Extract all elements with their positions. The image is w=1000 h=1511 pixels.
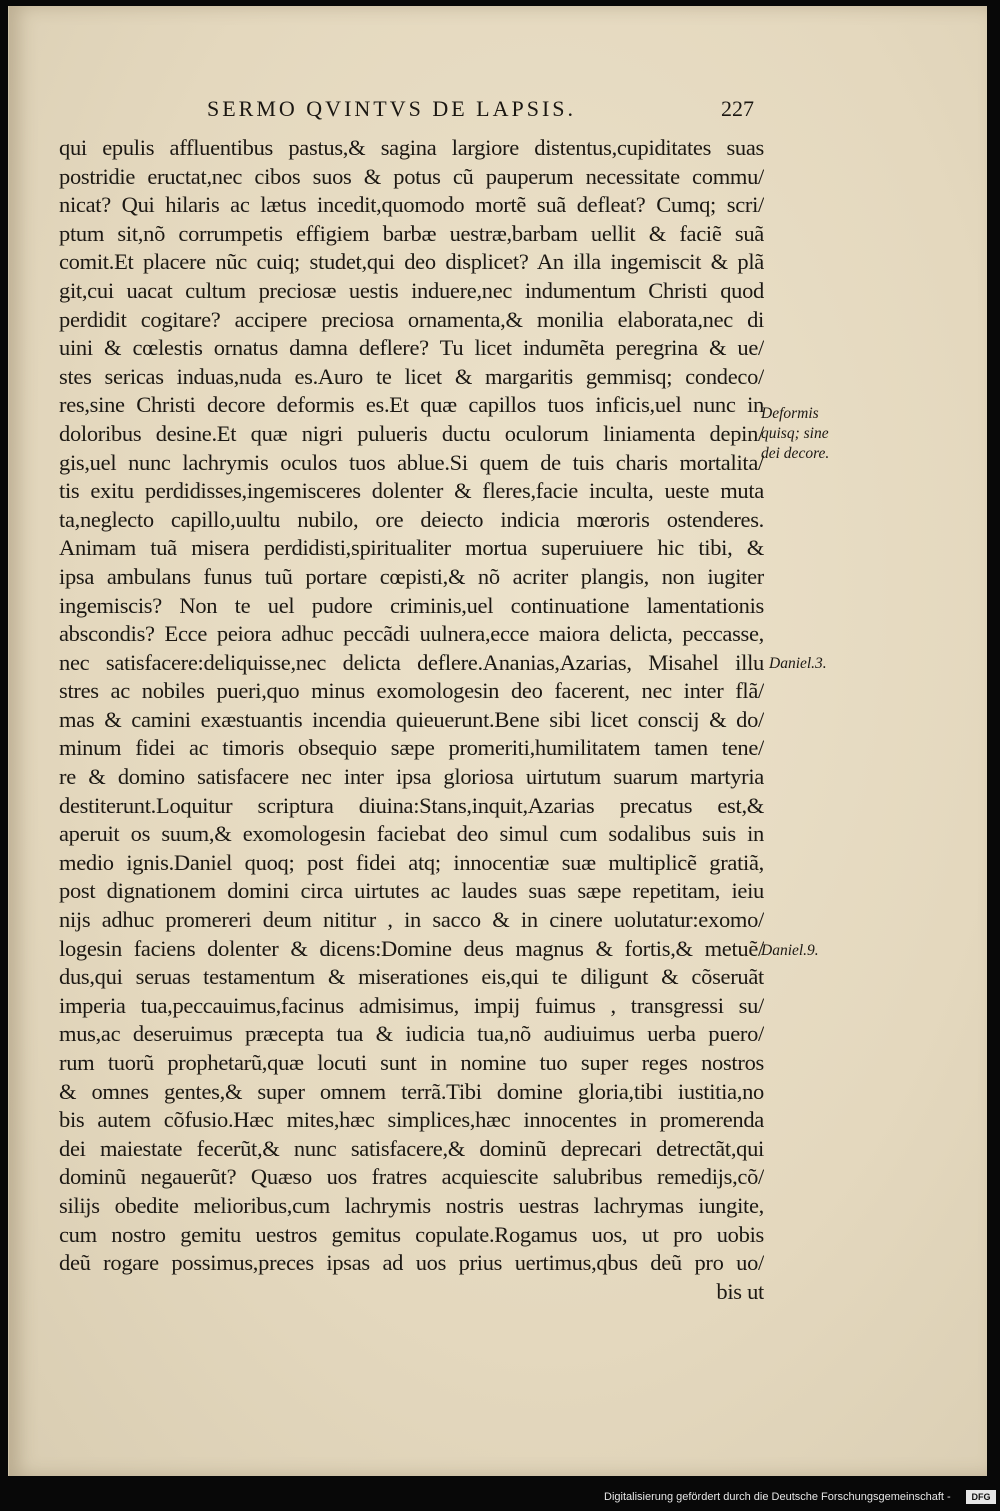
running-head-title: SERMO QVINTVS DE LAPSIS.: [207, 96, 577, 121]
text-line: gis,uel nunc lachrymis oculos tuos ablue.Si quem de tuis charis mortalita/: [59, 449, 764, 475]
text-line: res,sine Christi decore deformis es.Et quæ capillos tuos inficis,uel nunc in: [59, 392, 764, 418]
text-line: uini & cœlestis ornatus damna deflere? Tu licet indumẽta peregrina & ue/: [59, 335, 764, 361]
text-line: tis exitu perdidisses,ingemisceres dolenter & fleres,facie inculta, ueste muta: [59, 478, 764, 504]
text-line: imperia tua,peccauimus,facinus admisimus, impij fuimus , transgressi su/: [59, 992, 764, 1018]
text-line: qui epulis affluentibus pastus,& sagina largiore distentus,cupiditates suas: [59, 135, 764, 160]
text-line: nicat? Qui hilaris ac lætus incedit,quomodo mortẽ suã defleat? Cumq; scri/: [59, 192, 764, 218]
text-line: aperuit os suum,& exomologesin faciebat deo simul cum sodalibus suis in: [59, 821, 764, 847]
margin-note-daniel-9: Daniel.9.: [761, 942, 819, 959]
text-line: nec satisfacere:deliquisse,nec delicta deflere.Ananias,Azarias, Misahel illu: [59, 649, 764, 675]
page-number: 227: [721, 96, 754, 121]
dfg-logo: DFG: [966, 1490, 996, 1504]
margin-note-line: dei decore.: [761, 445, 830, 462]
text-line: abscondis? Ecce peiora adhuc peccãdi uulnera,ecce maiora delicta, peccasse,: [59, 621, 764, 647]
text-line: silijs obedite melioribus,cum lachrymis nostris uestras lachrymas iungite,: [59, 1192, 764, 1218]
text-line: deũ rogare possimus,preces ipsas ad uos prius uertimus,qbus deũ pro uo/: [59, 1250, 764, 1276]
body-text: [59, 134, 764, 1306]
text-line: git,cui uacat cultum preciosæ uestis induere,nec indumentum Christi quod: [59, 277, 764, 303]
text-line: re & domino satisfacere nec inter ipsa gloriosa uirtutum suarum martyria: [59, 764, 764, 790]
text-line: dus,qui seruas testamentum & miserationes eis,qui te diligunt & cõseruãt: [59, 964, 764, 990]
text-line: doloribus desine.Et quæ nigri pulueris ductu oculorum liniamenta depin/: [59, 420, 764, 446]
text-line: dominũ negauerũt? Quæso uos fratres acquiescite salubribus remedijs,cõ/: [59, 1164, 764, 1190]
text-line: rum tuorũ prophetarũ,quæ locuti sunt in nomine tuo super reges nostros: [59, 1050, 764, 1075]
text-line: logesin faciens dolenter & dicens:Domine deus magnus & fortis,& metuẽ/: [59, 935, 764, 961]
margin-note-deformis: [761, 404, 829, 464]
text-line: comit.Et placere nũc cuiq; studet,qui deo displicet? An illa ingemiscit & plã: [59, 249, 764, 275]
catchword: bis ut: [716, 1278, 764, 1304]
text-line: destiterunt.Loquitur scriptura diuina:Stans,inquit,Azarias precatus est,&: [59, 792, 764, 818]
text-line: perdidit cogitare? accipere preciosa ornamenta,& monilia elaborata,nec di: [59, 306, 764, 332]
text-line: post dignationem domini circa uirtutes ac laudes suas sæpe repetitam, ieiu: [59, 878, 764, 904]
text-line: dei maiestate fecerũt,& nunc satisfacere,& dominũ deprecari detrectãt,qui: [59, 1135, 764, 1161]
text-line: minum fidei ac timoris obsequio sæpe promeriti,humilitatem tamen tene/: [59, 735, 764, 761]
text-line: nijs adhuc promereri deum nititur , in sacco & in cinere uolutatur:exomo/: [59, 907, 764, 933]
running-head: [9, 96, 987, 126]
text-line: ptum sit,nõ corrumpetis effigiem barbæ uestræ,barbam uellit & faciẽ suã: [59, 220, 764, 246]
text-line: ingemiscis? Non te uel pudore criminis,uel continuatione lamentationis: [59, 592, 764, 618]
text-line: stes sericas induas,nuda es.Auro te licet & margaritis gemmisq; condeco/: [59, 363, 764, 389]
text-line: postridie eructat,nec cibos suos & potus cũ pauperum necessitate commu/: [59, 163, 764, 189]
text-line: mus,ac deseruimus præcepta tua & iudicia tua,nõ audiuimus uerba puero/: [59, 1021, 764, 1047]
text-line: & omnes gentes,& super omnem terrã.Tibi domine gloria,tibi iustitia,no: [59, 1078, 764, 1104]
text-line: mas & camini exæstuantis incendia quieuerunt.Bene sibi licet conscij & do/: [59, 706, 764, 732]
text-line: cum nostro gemitu uestros gemitus copulate.Rogamus uos, ut pro uobis: [59, 1221, 764, 1247]
text-line: Animam tuã misera perdidisti,spiritualiter mortua superuiuere hic tibi, &: [59, 535, 764, 561]
text-line: bis autem cõfusio.Hæc mites,hæc simplices,hæc innocentes in promerenda: [59, 1107, 764, 1133]
book-page: [8, 6, 987, 1476]
text-line: ipsa ambulans funus tuũ portare cœpisti,& nõ acriter plangis, non iugiter: [59, 563, 764, 589]
margin-note-daniel-3: Daniel.3.: [769, 655, 827, 672]
text-line: stres ac nobiles pueri,quo minus exomologesin deo facerent, nec inter flã/: [59, 678, 764, 704]
text-line: medio ignis.Daniel quoq; post fidei atq; innocentiæ suæ multiplicẽ gratiã,: [59, 849, 764, 875]
margin-note-line: Deformis: [761, 405, 819, 422]
margin-note-line: quisq; sine: [761, 425, 829, 442]
text-line: ta,neglecto capillo,uultu nubilo, ore deiecto indicia mœroris ostenderes.: [59, 506, 764, 532]
digitization-credit: Digitalisierung gefördert durch die Deutsche Forschungsgemeinschaft -: [604, 1491, 951, 1503]
